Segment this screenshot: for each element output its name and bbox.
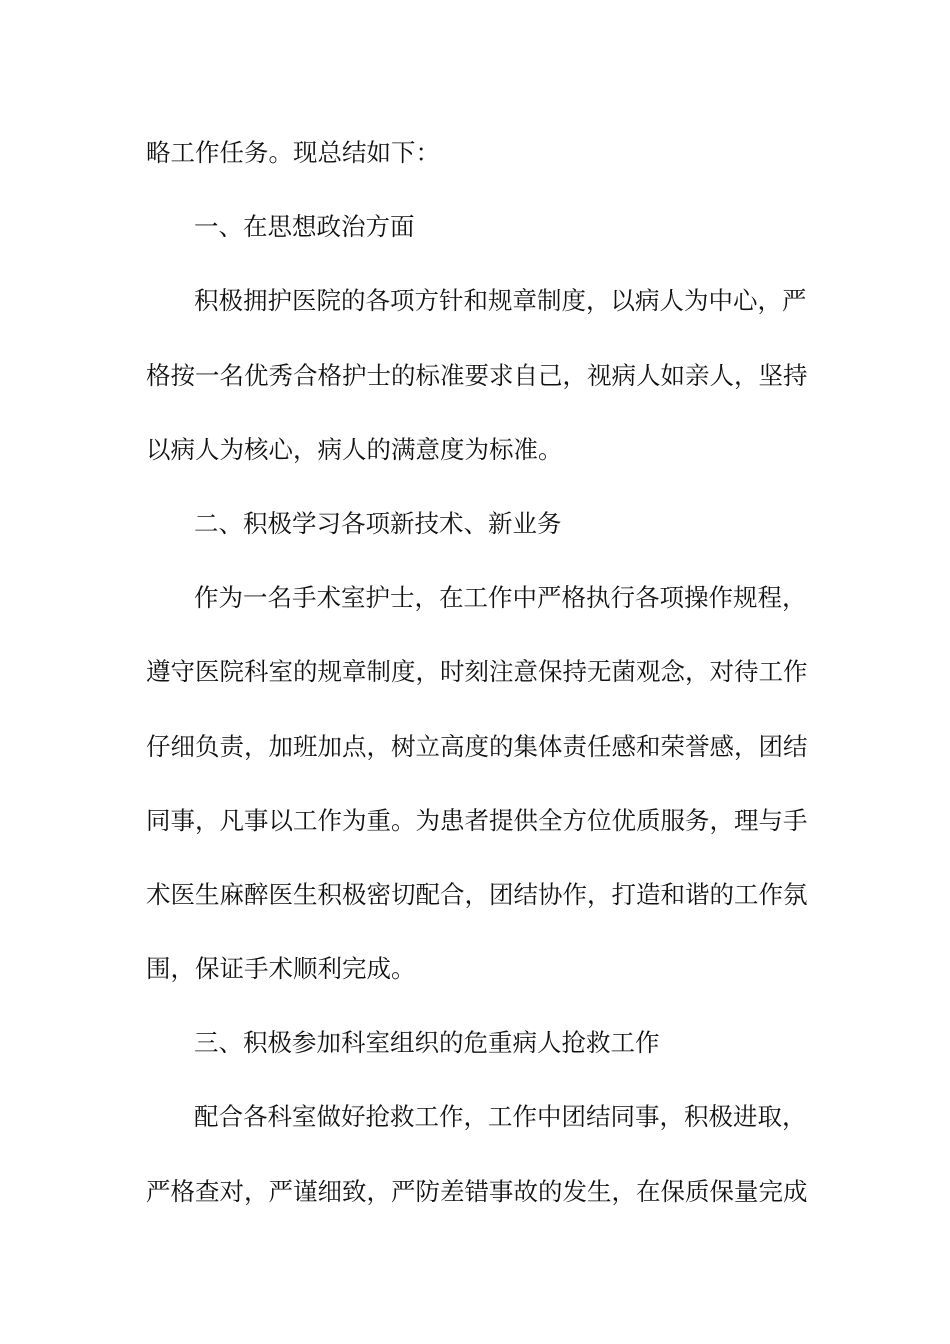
paragraph-line: 配合各科室做好抢救工作，工作中团结同事，积极进取， — [194, 1102, 807, 1132]
document-body — [146, 131, 806, 1244]
paragraph-line: 积极拥护医院的各项方针和规章制度，以病人为中心，严 — [194, 286, 807, 316]
paragraph-line: 围，保证手术顺利完成。 — [146, 954, 416, 984]
section-heading-3: 三、积极参加科室组织的危重病人抢救工作 — [194, 1028, 660, 1058]
paragraph-line: 仔细负责，加班加点，树立高度的集体责任感和荣誉感，团结 — [146, 731, 808, 761]
paragraph-line: 术医生麻醉医生积极密切配合，团结协作，打造和谐的工作氛 — [146, 879, 808, 909]
section-heading-1: 一、在思想政治方面 — [194, 212, 415, 242]
paragraph-line: 格按一名优秀合格护士的标准要求自己，视病人如亲人，坚持 — [146, 360, 808, 390]
paragraph-line: 略工作任务。现总结如下： — [146, 138, 440, 167]
paragraph-line: 严格查对，严谨细致，严防差错事故的发生，在保质保量完成 — [146, 1176, 808, 1206]
paragraph-line: 同事，凡事以工作为重。为患者提供全方位优质服务，理与手 — [146, 805, 808, 835]
section-heading-2: 二、积极学习各项新技术、新业务 — [194, 508, 562, 538]
paragraph-line: 遵守医院科室的规章制度，时刻注意保持无菌观念，对待工作 — [146, 657, 808, 687]
paragraph-line: 作为一名手术室护士，在工作中严格执行各项操作规程， — [194, 583, 807, 613]
paragraph-line: 以病人为核心，病人的满意度为标准。 — [146, 434, 563, 464]
